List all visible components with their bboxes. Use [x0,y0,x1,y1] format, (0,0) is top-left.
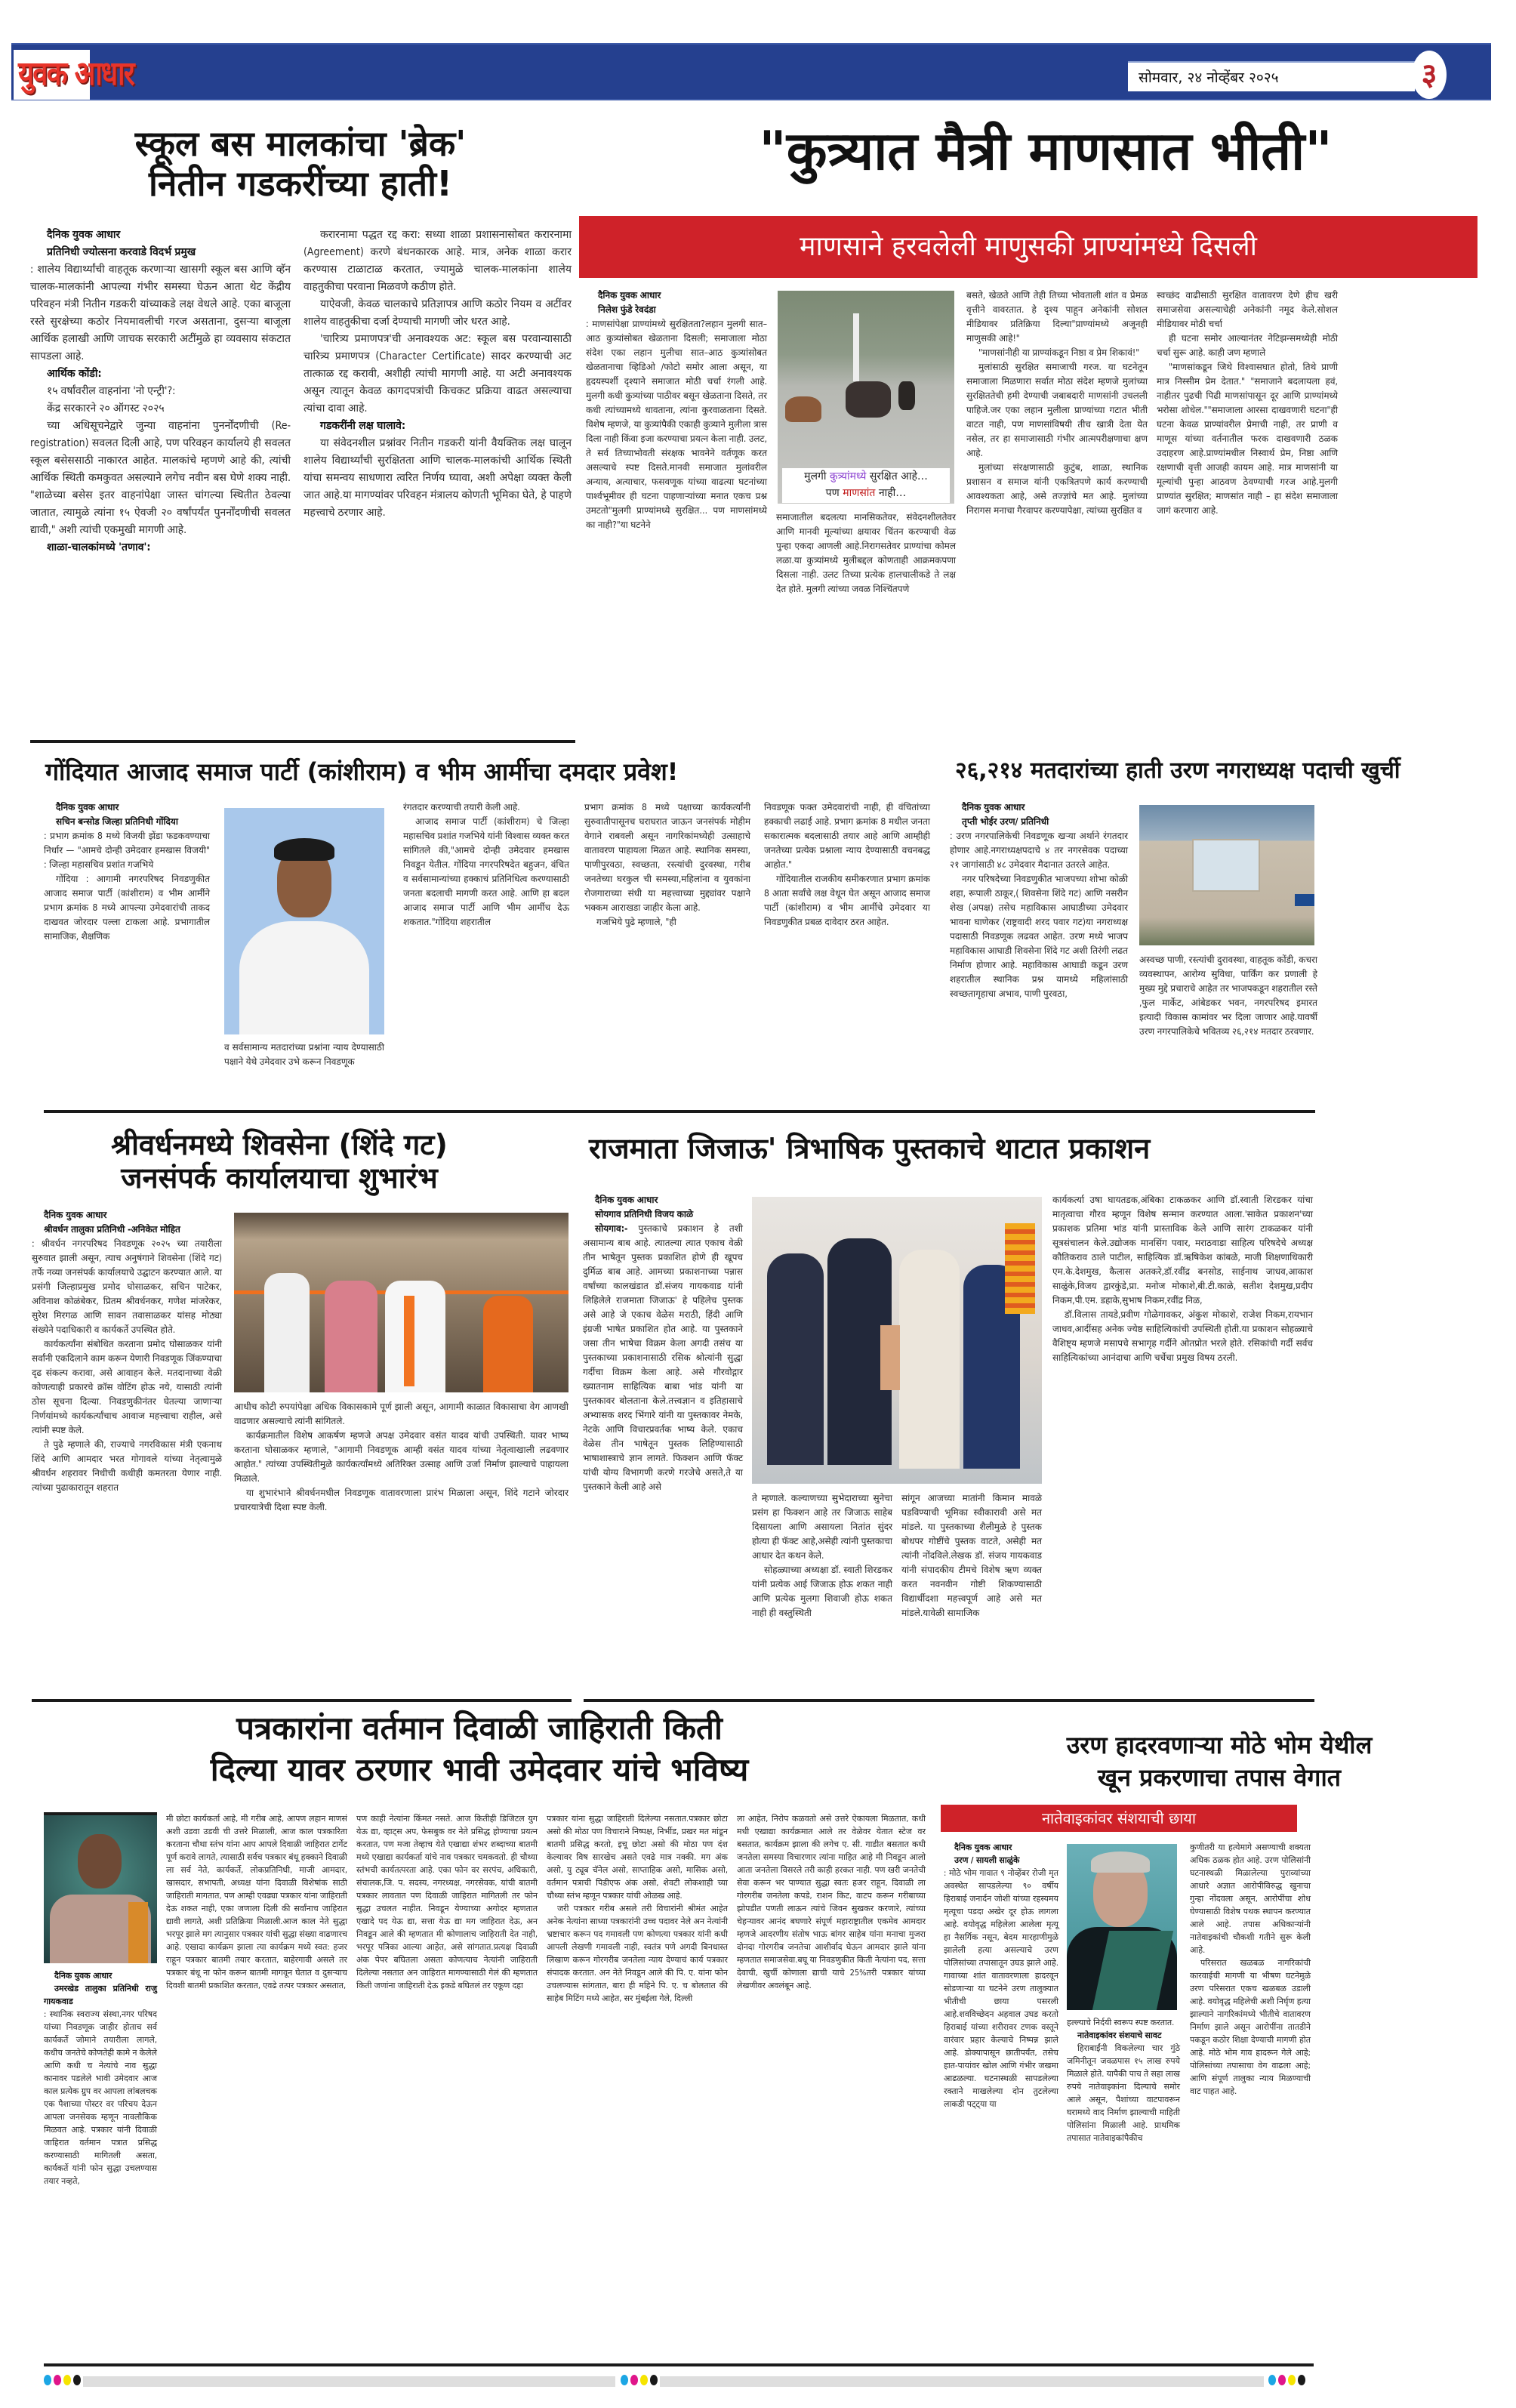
story5-paragraph: कार्यक्रमातील विशेष आकर्षण म्हणजे अपक्ष उमेदवार वसंत यादव यांची उपस्थिती. यावर भाष्य करताना घोसाळकर म्हणाले, "आगामी निवडणूक आम्ही वसंत यादव यांच्या नेतृत्वाखाली लढवणार आहोत." त्यांच्या उपस्थितीमुळे कार्यकर्त्यांमध्ये अतिरिक्त उत्साह आणि उर्जा निर्माण झाल्याचे पाहायला मिळाले. [234,1430,568,1484]
story4-paragraph: : उरण नगरपालिकेची निवडणूक खऱ्या अर्थाने रंगतदार होणार आहे.नगराध्यक्षपदाचे ४ तर नगरसेवक पदाच्या २१ जागांसाठी ४८ उमेदवार मैदानात उतरले आहेत. [950,831,1128,870]
story2-paragraph: बसते, खेळते आणि तेही तिच्या भोवताली शांत व प्रेमळ वृत्तीने वावरतात. हे दृश्य पाहून अनेकांनी सोशल मीडियावर प्रतिक्रिया दिल्या"प्राण्यांमध्ये अजूनही माणुसकी आहे!" [966,290,1148,344]
person-shape [483,1296,533,1392]
story2-headline: "कुत्र्यात मैत्री माणसात भीती" [759,120,1333,182]
registration-marks-right [1268,2375,1305,2385]
section-divider [32,1699,572,1702]
story8-paragraph: कुणीतरी या हत्येमागे असण्याची शक्यता अधिक ठळक होत आहे. उरण पोलिसांनी घटनास्थळी मिळालेल्या पुराव्यांच्या आधारे अज्ञात आरोपीविरुद्ध खुनाचा गुन्हा नोंदवला असून, आरोपींचा शोध घेण्यासाठी विशेष पथक स्थापन करण्यात आले आहे. तपास अधिकाऱ्यांनी नातेवाइकांची चौकशी गतीने सुरू केली आहे. [1190,1842,1311,1955]
section-divider [30,740,575,743]
story4-column-1 [950,800,1128,1001]
story7-paragraph: पण काही नेत्यांना किंमत नसते. आज कितीही डिजिटल युग येऊ द्या, व्हाट्स अप, फेसबुक वर नेते प्रसिद्ध होण्याचा प्रयत्न करतात, पण मजा तेव्हाच येते एखाद्या शंभर शब्दाच्या बातमी मध्ये एखाद्या कार्यकर्ता यांचे नाव पत्रकार चमकवतो. ही चौथ्या स्तंभची कार्यतत्परता आहे. एका फोन वर सरपंच, अधिकारी, संचालक,जि. प. सदस्य, नगरध्यक्ष, नगरसेवक, यांची बातमी पत्रकार लावतात पण दिवाळी जाहिरात मागितली तर फोन सुद्धा उचलत नाहीत. निवडून येण्याच्या अगोदर म्हणतात एखादे पद येऊ द्या, सत्ता येऊ द्या मग जाहिरात देऊ, अन निवडून आले की म्हणतात मी कोणालाच जाहिराती देत नाही, भरपूर पत्रिका आल्या आहेत, असे सांगतात.प्रत्यक्ष दिवाळी अंक पेपर बघितला असता कोणत्याच नेत्यांनी जाहिराती दिलेल्या नसतात अन जाहिरात मागण्यासाठी गेलं की म्हणतात किती जणांना जाहिराती देऊ इकडे बघितलं तर एकूण दहा [356,1814,538,1990]
story1-paragraph: १५ वर्षांवरील वाहनांना 'नो एन्ट्री'?: [47,385,176,397]
story5-column-2 [234,1400,568,1515]
black-dot-icon [73,2375,81,2385]
story3-paragraph: गजभिये पुढे म्हणाले, "ही [596,917,676,927]
story1-paragraph: : शालेय विद्यार्थ्यांची वाहतूक करणाऱ्या खासगी स्कूल बस आणि व्हॅन चालक-मालकांनी आपल्या गंभीर समस्या घेऊन आता थेट केंद्रीय परिवहन मंत्री नितीन गडकरी यांच्याकडे लक्ष वेधले आहे. एका बाजूला रस्ते सुरक्षेच्या कठोर नियमावलीची गरज असताना, दुसऱ्या बाजूला आर्थिक हलाखी आणि जाचक सरकारी अटींमुळे हा व्यवसाय संकटात सापडला आहे. [30,264,291,362]
story3-paragraph: : प्रभाग क्रमांक 8 मध्ये विजयी झेंडा फडकवण्याचा निर्धार — "आमचे दोन्ही उमेदवार हमखास विजयी" : जिल्हा महासचिव प्रशांत गजभिये [44,831,210,870]
caption-text: नाही… [875,487,907,499]
story1-dateline: दैनिक युवक आधार [47,229,121,241]
dog-shape [898,381,915,410]
window-shape [1192,839,1260,892]
story6-dateline: दैनिक युवक आधार [595,1195,658,1205]
story7-paragraph: : स्थानिक स्वराज्य संस्था,नगर परिषद यांच्या निवडणूक जाहीर होताच सर्व कार्यकर्ते जोमाने तयारीला लागले, कधीच जनतेचे कोणतेही कामे न केलेले आणि कधी च नेत्यांचे नाव सुद्धा कानावर पडलेले भावी उमेदवार आज काल प्रत्येक ग्रुप वर आपला लांबलचक एक पैशाच्या पोस्टर वर परिचय देऊन आपला जनसेवक म्हणून नावलौकिक मिळवत आहे. पत्रकार यांनी दिवाळी जाहिरात वर्तमान पत्रात प्रसिद्ध करण्यासाठी मागितली असता, कार्यकर्ते यांनी फोन सुद्धा उचलण्यास तयार नव्हते, [44,2009,157,2186]
section-divider [44,1110,950,1113]
story5-headline-line1: श्रीवर्धनमध्ये शिवसेना (शिंदे गट) [111,1128,448,1161]
story3-dateline: दैनिक युवक आधार [56,802,119,812]
story3-column-1 [44,800,210,944]
story8-subheadline: नातेवाइकांवर संशयाची छाया [941,1805,1297,1832]
cyan-dot-icon [621,2375,628,2385]
story8-byline: उरण / सायली साळुंके [954,1855,1020,1865]
story8-headline-line2: खून प्रकरणाचा तपास वेगात [1098,1763,1341,1793]
story2-paragraph: मुलांसाठी सुरक्षित समाजाची गरज. या घटनेतून समाजाला मिळणारा सर्वात मोठा संदेश म्हणजे मुलांच्या सुरक्षिततेची हमी देण्याची जबाबदारी माणसांनी उचलली पाहिजे.जर एका लहान मुलीला प्राण्यांच्या गटात भीती वाटत नाही, पण माणसांविषयी तीच खात्री देता येत नसेल, तर हा समाजासाठी गंभीर आत्मपरीक्षणाचा क्षण आहे. [966,362,1148,458]
story4-column-2 [1139,953,1317,1039]
story6-paragraph: पुस्तकाचे प्रकाशन हे तशी असामान्य बाब आहे. त्यातल्या त्यात एकाच वेळी तीन भाषेतून पुस्तक प्रकाशित होणे ही खूपच दुर्मिळ बाब आहे. आमच्या प्रकाशनाच्या पन्नास वर्षांच्या कालखंडात डॉ.संजय गायकवाड यांनी लिहिलेले राजमाता जिजाऊ' हे पहिलेच पुस्तक असे आहे जे एकाच वेळेस मराठी, हिंदी आणि इंग्रजी भाषेत प्रकाशित होत आहे. या पुस्तकाने जसा तीन भाषेचा विक्रम केला अगदी तसंच या पुस्तकाच्या प्रकाशनासाठी रसिक श्रोत्यांनी सुद्धा गर्दीचा विक्रम केला आहे. असे गौरवोद्गार ख्यातनाम साहित्यिक बाबा भांड यांनी या पुस्तकावर बोलताना केले.तत्त्वज्ञान व इतिहासाचे अभ्यासक शरद भिंगारे यांनी या पुस्तकावर नेमके, नेटके आणि विचारप्रवर्तक भाष्य केले. एकाच वेळेस तीन भाषेतून पुस्तक लिहिण्यासाठी भाषाशास्त्राचे ज्ञान लागते. फिक्शन आणि फॅक्ट यांची योग्य विभागणी करणे गरजेचे असते,ते या पुस्तकाने केली आहे असे [583,1223,743,1492]
story2-paragraph: समाजातील बदलत्या मानसिकतेवर, संवेदनशीलतेवर आणि मानवी मूल्यांच्या क्षयावर चिंतन करण्याची वेळ पुन्हा एकदा आणली आहे.निरागसतेवर प्राण्यांचा कोमल लळा.या कुत्र्यांमध्ये मुलीबद्दल कोणताही आक्रमकपणा दिसला नाही. उलट तिच्या प्रत्येक हालचालीकडे ते लक्ष देत होते. मुलगी त्यांच्या जवळ निश्चिंतपणे [776,512,956,594]
story1-paragraph: याऐवजी, केवळ चालकाचे प्रतिज्ञापत्र आणि कठोर नियम व अटींवर शालेय वाहतुकीचा दर्जा देण्याची मागणी जोर धरत आहे. [304,298,572,328]
story3-paragraph: प्रभाग क्रमांक 8 मध्ये पक्षाच्या कार्यकर्त्यांनी सुरुवातीपासूनच घराघरात जाऊन जनसंपर्क मोहीम वेगाने राबवली असून नागरिकांमध्येही उत्साहाचे वातावरण पाहायला मिळत आहे. स्थानिक समस्या, पाणीपुरवठा, स्वच्छता, रस्त्यांची दुरवस्था, गरीब जनतेच्या घरकुल ची समस्या,महिलांना व युवकांना रोजगाराच्या संधी या महत्त्वाच्या मुद्द्यांवर पक्षाने भक्कम आराखडा जाहीर केला आहे. [584,802,750,913]
story1-paragraph: 'चारित्र्य प्रमाणपत्र'ची अनावश्यक अट: स्कूल बस परवान्यासाठी चारित्र्य प्रमाणपत्र (Character Certificate) सादर करण्याची अट तात्काळ रद्द करावी, अशीही त्यांची मागणी आहे. या अटी अनावश्यक असून त्यातून केवळ कागदपत्रांची किचकट प्रक्रिया वाढत असल्याचा त्यांचा दावा आहे. [304,333,572,415]
story6-paragraph: कार्यकर्त्या उषा घायतडक,अंबिका टाकळकर आणि डॉ.स्वाती शिरडकर यांचा मातृत्वाचा गौरव म्हणून विशेष सन्मान करण्यात आला.'साकेत प्रकाशन'च्या प्रकाशक प्रतिमा भांड यांनी प्रास्ताविक केले आणि सारंग टाकळकर यांनी सूत्रसंचालन केले.उद्योजक मानसिंग पवार, मराठवाडा साहित्य परिषदेचे अध्यक्ष कौतिकराव ठाले पाटील, साहित्यिक डॉ.ऋषिकेश कांबळे, माजी शिक्षणाधिकारी एम.के.देशमुख, कैलास अतकरे,डॉ.रवींद्र बनसोड, साईनाथ जाधव,आकाश साळुंके,विजय द्वारकुंडे,प्रा. मनोज मोकाशे,बी.टी.काळे, सतीश देशमुख,प्रदीप निकम,पी.एम. डहाके,सुभाष निकम,रवींद्र निळ, [1052,1195,1313,1306]
story3-paragraph: निवडणूक फक्त उमेदवारांची नाही, ही वंचितांच्या हक्काची लढाई आहे. प्रभाग क्रमांक 8 मधील जनता सकारात्मक बदलासाठी तयार आहे आणि आम्हीही जनतेच्या प्रत्येक प्रश्नाला न्याय देण्यासाठी वचनबद्ध आहोत." [764,802,930,870]
story5-paragraph: ते पुढे म्हणाले की, राज्याचे नगरविकास मंत्री एकनाथ शिंदे आणि आमदार भरत गोगावले यांच्या नेतृत्वामुळे श्रीवर्धन शहरावर निधीची कधीही कमतरता येणार नाही. त्यांच्या पुढाकारातून शहरात [32,1439,222,1493]
stole-shape [128,1902,148,1963]
story7-paragraph: जरी पत्रकार गरीब असले तरी विचारांनी श्रीमंत आहेत अनेक नेत्यांना साध्या पत्रकारांनी उच्च पदावर नेले अन नेत्यांनी भ्रष्टाचार करून पद गमावली पण कोणत्या पत्रकार यांनी कधी आपली लेखणी गमावली नाही, स्वतंत्र पणे अगदी बिनधास्त लिखाण करून गोरगरीब जनतेला न्याय देण्याचं कार्य पत्रकार संपादक करतात. अन नेते निवडून आले की पि. ए. यांना फोन उचलण्यास सांगतात, बारा ही महिने पि. ए. च बोलतात की साहेब मिटिंग मध्ये आहेत, सर मुंबईला गेले, दिल्ली [547,1904,728,2003]
story8-subhead: नातेवाइकांवर संशयाचे सावट [1077,2030,1162,2040]
story1-paragraph: करारनामा पद्धत रद्द करा: सध्या शाळा प्रशासनासोबत करारनामा (Agreement) करणे बंधनकारक आहे. मात्र, अनेक शाळा करार करण्यास टाळाटाळ करतात, ज्यामुळे चालक-मालकांना शालेय वाहतुकीचा परवाना मिळवणे कठीण होते. [304,229,572,293]
yellow-dot-icon [640,2375,648,2385]
story5-headline-line2: जनसंपर्क कार्यालयाचा शुभारंभ [121,1161,438,1195]
story4-headline: २६,२१४ मतदारांच्या हाती उरण नगराध्यक्ष पदाची खुर्ची [955,757,1400,784]
story1-subhead: शाळा-चालकांमध्ये 'तणाव': [47,541,151,553]
yellow-dot-icon [1288,2375,1296,2385]
section-divider [44,2363,938,2366]
story8-paragraph: हिराबाईंनी विकलेल्या चार गुंठे जमिनीतून जवळपास १५ लाख रुपये मिळाले होते. यापैकी पाच ते सहा लाख रुपये नातेवाइकांना दिल्याचे समोर आले असून, पैशांच्या वाटपावरून घरामध्ये वाद निर्माण झाल्याची माहिती पोलिसांना मिळाली आहे. प्राथमिक तपासात नातेवाइकांपैकीच [1067,2043,1180,2143]
story3-paragraph: रंगतदार करण्याची तयारी केली आहे. [403,802,520,812]
story6-column-4 [1052,1193,1313,1365]
story7-headline-line1: पत्रकारांना वर्तमान दिवाळी जाहिराती किती [236,1710,723,1747]
story7-headline-line2: दिल्या यावर ठरणार भावी उमेदवार यांचे भविष्य [210,1750,749,1788]
section-divider [950,1110,1315,1113]
candidate-portrait-photo [224,808,384,1034]
person-shape [325,1281,377,1392]
story7-column-1 [44,1969,157,2188]
cyan-dot-icon [44,2375,51,2385]
story5-paragraph: : श्रीवर्धन नगरपरिषद निवडणूक २०२५ च्या तयारीला सुरुवात झाली असून, त्याच अनुषंगाने शिवसेना (शिंदे गट) तर्फे नव्या जनसंपर्क कार्यालयाचे उद्घाटन करण्यात आले. या प्रसंगी जिल्हाप्रमुख प्रमोद घोसाळकर, सचिन पाटेकर, अविनाश कोळंबेकर, प्रितम श्रीवर्धनकर, गणेश मांजरेकर, सुरेश मिरगळ आणि सावन तवासाळकर यांसह मोठ्या संख्येने पदाधिकारी व कार्यकर्ते उपस्थित होते. [32,1238,222,1335]
bank-sign-shape [1295,894,1314,906]
story7-headline [38,1708,921,1790]
scarf-shape [404,1296,414,1386]
yellow-dot-icon [63,2375,71,2385]
story8-dateline: दैनिक युवक आधार [954,1842,1012,1852]
story4-dateline: दैनिक युवक आधार [962,802,1025,812]
story2-column-4 [1157,288,1338,518]
story2-column-3 [966,288,1148,518]
story7-column-3 [356,1812,538,1992]
story4-paragraph: नगर परिषदेच्या निवडणुकीत भाजपच्या शोभा कोळी शहा, रूपाली ठाकूर,( शिवसेना शिंदे गट) आणि नसरीन शेख (अपक्ष) तसेच महाविकास आघाडीच्या उमेदवार भावना घाणेकर (राष्ट्रवादी शरद पवार गट)या नगराध्यक्ष पदासाठी निवडणूक लढवत आहेत. उरण मध्ये भाजप महाविकास आघाडी शिवसेना शिंदे गट अशी तिरंगी लढत निर्माण होणार आहे. महाविकास आघाडी कडून उरण शहरातील स्थानिक प्रश्न यामध्ये महिलांसाठी स्वच्छतागृहाचा अभाव, पाणी पुरवठा, [950,874,1129,999]
section-divider [936,2363,1314,2366]
magenta-dot-icon [54,2375,61,2385]
book-launch-photo [752,1197,1042,1484]
story2-paragraph: : माणसांपेक्षा प्राण्यांमध्ये सुरक्षितता?लहान मुलगी सात–आठ कुत्र्यांसोबत खेळताना दिसली; समाजाला मोठा संदेश एका लहान मुलीचा सात–आठ कुत्र्यांसोबत खेळतानाचा व्हिडिओ /फोटो समोर आला असून, या हृदयस्पर्शी दृश्याने समाजात मोठी चर्चा रंगली आहे. मुलगी कधी कुत्र्यांच्या पाठीवर बसून खेळताना दिसते, तर कधी त्यांच्यामध्ये धावताना, त्यांना कुरवाळताना दिसते. विशेष म्हणजे, या कुत्र्यांपैकी एकाही कुत्र्याने मुलीला त्रास दिला नाही किंवा इजा करण्याचा प्रयत्न केला नाही. उलट, ते सर्व तिच्याभोवती संरक्षक भावनेने वर्तणूक करत असल्याचे स्पष्ट दिसते.मानवी समाजात मुलांवरील अन्याय, अत्याचार, फसवणूक यांच्या वाढत्या घटनांच्या पार्श्वभूमीवर ही घटना पाहणाऱ्यांच्या मनात एकच प्रश्न उमटतो"मुलगी प्राण्यांमध्ये सुरक्षित… पण माणसांमध्ये का नाही?"या घटनेने [586,319,767,530]
story2-dateline: दैनिक युवक आधार [598,290,661,301]
page-number: ३ [1412,51,1447,99]
date-box [1128,61,1415,91]
story7-paragraph: मी छोटा कार्यकर्ता आहे, मी गरीब आहे, आपण लहान माणसं अशी उडवा उडवी ची उत्तरे मिळाली, आज काल पत्रकारिता करताना चौथा स्तंभ यांना आप आपले दिवाळी जाहिरात टार्गेट पूर्ण करावे लागते, त्यासाठी सर्वच पत्रकार बंधू हक्काने दिवाळी ला सर्व नेते, कार्यकर्ते, लोकप्रतिनिधी, माजी आमदार, खासदार, सभापती, अध्यक्ष यांना दिवाळी विशेषांक साठी जाहिराती मागतात, पण आम्ही एवढ्या पत्रकार यांना जाहिराती देऊ शकत नाही, एका जणाला दिली की सर्वांनाच जाहिरात द्यावी लागते, अशी प्रतिक्रिया मिळाली.आज काल नेते सुद्धा भरपूर झाले मग त्यानुसार पत्रकार यांची सुद्धा संख्या वाढणारच आहे. एखादा कार्यक्रम झाला त्या कार्यक्रम मध्ये स्वत: हजर राहून पत्रकार बातमी तयार करतात, बाहेरगावी असले तर पत्रकार बंधू ना फोन करून बातमी मागवून घेतात व दुसऱ्याच दिवशी बातमी प्रकाशित करतात, एवढे तत्पर पत्रकार असतात, [166,1814,347,1990]
story3-column-5 [764,800,930,930]
story5-byline: श्रीवर्धन तालुका प्रतिनिधी -अनिकेत मोहित [44,1224,180,1235]
story5-paragraph: या शुभारंभाने श्रीवर्धनमधील निवडणूक वातावरणाला प्रारंभ मिळाला असून, शिंदे गटाने जोरदार प्रचारयात्रेची दिशा स्पष्ट केली. [234,1488,568,1512]
reporter-portrait-photo [44,1812,157,1963]
cyan-dot-icon [1268,2375,1276,2385]
story8-column-3 [1190,1841,1311,2098]
story8-paragraph: हल्ल्याचे निर्दयी स्वरूप स्पष्ट करतात. [1067,2018,1175,2027]
story5-paragraph: कार्यकर्त्यांना संबोधित करताना प्रमोद घोसाळकर यांनी सर्वांनी एकदिलाने काम करून येणारी निवडणूक जिंकण्याचा दृढ संकल्प करावा, असे आवाहन केले. मतदानाच्या वेळी कोणत्याही प्रकारचे क्रॉस वोटिंग होऊ नये, यासाठी त्यांनी ठोस सूचना दिल्या. निवडणुकीनंतर घेतल्या जाणाऱ्या निर्णयांमध्ये कार्यकर्त्यांचाच आवाज महत्त्वाचा राहील, असे त्यांनी स्पष्ट केले. [32,1339,222,1435]
story6-headline: राजमाता जिजाऊ' त्रिभाषिक पुस्तकाचे थाटात प्रकाशन [589,1132,1151,1165]
person-shape [767,1253,824,1465]
story1-paragraph: केंद्र सरकारने २० ऑगस्ट २०२५ [47,402,165,415]
caption-text: मुलगी [804,470,830,483]
person-shape [899,1250,960,1469]
story3-column-2 [224,1041,384,1069]
face-shape [78,1834,122,1888]
registration-marks-center [621,2375,658,2385]
story8-paragraph: : मोठे भोम गावात ९ नोव्हेंबर रोजी मृत अवस्थेत सापडलेल्या ९० वर्षीय हिराबाई जनार्दन जोशी यांच्या रहस्यमय मृत्यूचा पडदा अखेर दूर होऊ लागला आहे. वयोवृद्ध महिलेला आलेला मृत्यू हा नैसर्गिक नसून, बेदम मारहाणीमुळे झालेली हत्या असल्याचे उरण पोलिसांच्या तपासातून उघड झाले आहे. गावाच्या शांत वातावरणाला हादरवून सोडणाऱ्या या घटनेने उरण तालुक्यात भीतीची छाया पसरली आहे.शवविच्छेदन अहवाल उघड करतो हिराबाई यांच्या शरीरावर टणक वस्तूने वारंवार प्रहार केल्याचे निष्पन्न झाले आहे. डोक्यापासून छातीपर्यंत, तसेच हात-पायांवर खोल आणि गंभीर जखमा आढळल्या. घटनास्थळी सापडलेल्या रक्ताने माखलेल्या दोन तुटलेल्या लाकडी पट्ट्या या [944,1868,1058,2109]
story3-column-3 [403,800,569,930]
story5-paragraph: आधीच कोटी रुपयांपेक्षा अधिक विकासकामे पूर्ण झाली असून, आगामी काळात विकासाचा वेग आणखी वाढणार असल्याचे त्यांनी सांगितले. [234,1401,568,1426]
story7-column-4 [547,1812,728,2005]
footer-bar [83,2376,615,2387]
masthead [11,43,1491,100]
story1-column-1 [30,227,291,557]
story2-paragraph: स्वच्छंद वाढीसाठी सुरक्षित वातावरण देणे हीच खरी समाजसेवा असल्याचेही अनेकांनी नमूद केले.सोशल मीडियावर मोठी चर्चा [1157,290,1338,329]
story8-headline-line1: उरण हादरवणाऱ्या मोठे भोम येथील [1066,1731,1373,1759]
municipal-building-photo [1139,805,1314,945]
caption-text: पण [825,487,843,499]
story1-paragraph: या संवेदनशील प्रश्नांवर नितीन गडकरी यांनी वैयक्तिक लक्ष घालून शालेय विद्यार्थ्यांची सुरक्षितता आणि चालक-मालकांची आर्थिक स्थिती यांचा समन्वय साधणारा त्वरित निर्णय घ्यावा, अशी अपेक्षा व्यक्त केली जात आहे.या मागण्यांवर परिवहन मंत्रालय कोणती भूमिका घेते, हे पाहणे महत्त्वाचे ठरणार आहे. [304,437,572,519]
story7-dateline: दैनिक युवक आधार [54,1971,112,1981]
story1-headline-line2: नितीन गडकरींच्या हाती! [149,162,452,204]
story3-headline: गोंदियात आजाद समाज पार्टी (कांशीराम) व भीम आर्मीचा दमदार प्रवेश! [45,757,679,786]
story4-paragraph: अस्वच्छ पाणी, रस्त्यांची दुरावस्था, वाहतूक कोंडी, कचरा व्यवस्थापन, आरोग्य सुविधा, पार्किंग कर प्रणाली हे मुख्य मुद्दे प्रचाराचे आहेत तर भाजपकडून शहरातील रस्ते ,फुल मार्केट, आंबेडकर भवन, नगरपरिषद इमारत इत्यादी विकास कामांवर भर दिला जाणार आहे.यावर्षी उरण नगरपालिकेचे भवितव्य २६,२१४ मतदार ठरवणार. [1139,954,1317,1037]
story1-headline [51,124,550,204]
story2-paragraph: मुलांच्या संरक्षणासाठी कुटुंब, शाळा, स्थानिक प्रशासन व समाज यांनी एकत्रितपणे कार्य करण्याची आवश्यकता आहे, असे तज्ज्ञांचे मत आहे. मुलांच्या निरागस मनाचा गैरवापर करण्यापेक्षा, त्यांच्या सुरक्षित व [966,462,1148,516]
marigold-garland-shape [1005,1223,1035,1314]
caption-highlight: माणसांत [843,487,876,499]
story2-column-1 [586,288,767,532]
caption-text: सुरक्षित आहे… [866,470,928,483]
story8-column-2 [1067,2016,1180,2144]
story7-paragraph: ला आहेत, निरोप कळवतो असे उत्तरे ऐकायला मिळतात, कधी मधी एखाद्या कार्यक्रमात आले तर वेळेवर येतात स्टेज वर बसतात, कार्यक्रम झाला की लगेच ए. सी. गाडीत बसतात कधी जनतेला समस्या विचारणार त्यांना माहित आहे मी निवडून आलो आता जनतेला विसरले तरी काही हरकत नाही. पण खरी जनतेची सेवा करून भर पाण्यात सुद्धा स्वतः हजर राहून, दिवाळी ला गोरगरीब जनतेला कपडे, राशन किट, वाटप करून गरीबाच्या झोपडीत पणती लाऊन त्यांचे जिवन सुखकर करणारे, त्यांच्या चेहऱ्यावर आनंद बघणारे संपूर्ण महाराष्ट्रातील एकमेव आमदार म्हणजे आदरणीय संतोष भाऊ बांगर साहेब यांना मनाचा मुजरा दोनदा गोरगरीब जनतेचा आशीर्वाद घेऊन आमदार झाले यांना म्हणतात समाजसेवा.बघू या निवडणुकीत किती नेत्यांना पद, सत्ता देवाची, खुर्ची कोणाला द्याची याचे 25%तरी पत्रकार यांच्या लेखणीवर अवलंबून आहे. [737,1814,926,1990]
story6-byline: सोयगाव प्रतिनिधी विजय काळे [595,1209,694,1219]
pole-shape [853,313,859,381]
story2-column-2 [776,510,956,597]
story4-byline: तृप्ती भोईर उरण/ प्रतिनिधी [962,816,1049,827]
story6-column-2 [752,1491,892,1620]
story2-paragraph: "माणसांनीही या प्राण्यांकडून निष्ठा व प्रेम शिकावं!" [978,347,1140,358]
magenta-dot-icon [630,2375,638,2385]
story1-column-2 [304,227,572,522]
story6-column-1 [583,1193,743,1494]
hair-shape [1091,1851,1150,1873]
story2-subheadline: माणसाने हरवलेली माणुसकी प्राण्यांमध्ये दिसली [579,216,1477,278]
story3-paragraph: आजाद समाज पार्टी (कांशीराम) चे जिल्हा महासचिव प्रशांत गजभिये यांनी विश्वास व्यक्त करत सांगितले की,"आमचे दोन्ही उमेदवार हमखास निवडून येतील. गोंदिया नगरपरिषदेत बहुजन, वंचित व सर्वसामान्यांच्या हक्काचं प्रतिनिधित्व करण्यासाठी जनता बदलाची मागणी करत आहे. आणि हा बदल आजाद समाज पार्टी आणि भीम आर्मीच देऊ शकतात."गोंदिया शहरातील [403,816,569,927]
story3-paragraph: गोंदियातील राजकीय समीकरणात प्रभाग क्रमांक 8 आता सर्वांचे लक्ष वेधून घेत असून आजाद समाज पार्टी (कांशीराम) व भीम आर्मीचे उमेदवार या निवडणुकीत प्रबळ दावेदार ठरत आहेत. [764,874,930,927]
person-shape [264,1273,310,1392]
magenta-dot-icon [1278,2375,1286,2385]
story6-paragraph: सांगून आजच्या मातांनी किमान मावळे घडविण्याची भूमिका स्वीकारावी असे मत मांडले. या पुस्तकाच्या शैलीमुळे हे पुस्तक बोधपर गोष्टींचे पुस्तक वाटते, असेही मत त्यांनी नोंदविले.लेखक डॉ. संजय गायकवाड यांनी संपादकीय टीमचे विशेष ऋण व्यक्त करत नवनवीन गोष्टी शिकण्यासाठी विद्यार्थीदशा महत्त्वपूर्ण आहे असे मत मांडले.यावेळी सामाजिक [901,1493,1042,1618]
story8-column-1 [944,1841,1058,2110]
caption-highlight: कुत्र्यांमध्ये [829,470,867,483]
dog-shape [785,396,821,422]
section-divider [584,1699,1314,1702]
black-dot-icon [1298,2375,1305,2385]
newspaper-logo: युवक आधार [18,54,134,93]
issue-date: सोमवार, २४ नोव्हेंबर २०२५ [1139,69,1279,86]
story3-byline: सचिन बन्सोड जिल्हा प्रतिनिधी गोंदिया [56,816,178,827]
story2-paragraph: "माणसांकडून जिथे विश्वासघात होतो, तिथे प्राणी मात्र निस्सीम प्रेम देतात." "समाजाने बदलायला हवं, नाहीतर पुढची पिढी माणसांपासून दूर आणि प्राण्यांमध्ये भरोसा शोधेल.""समाजाला आरसा दाखवणारी घटना"ही घटना केवळ प्राण्यांवरील प्रेमाची नाही, तर प्राणी व माणूस यांच्या वर्तनातील फरक दाखवणारी ठळक उदाहरण आहे.प्राण्यांमधील निस्वार्थ प्रेम, निष्ठा आणि रक्षणाची वृत्ती आजही कायम आहे. मात्र माणसांनी या मूल्यांची पुन्हा आठवण ठेवण्याची गरज आहे.मुलगी प्राण्यांत सुरक्षित; माणसांत नाही – हा संदेश समाजाला जागं करणारा आहे. [1157,362,1338,516]
story2-byline: निलेश फुंडे रेवदंडा [598,304,656,315]
office-inauguration-photo [234,1213,568,1392]
story3-column-4 [584,800,750,930]
story6-paragraph: सोहळ्याच्या अध्यक्षा डॉ. स्वाती शिरडकर यांनी प्रत्येक आई जिजाऊ होऊ शकत नाही आणि प्रत्येक मुलगा शिवाजी होऊ शकत नाही ही वस्तुस्थिती [752,1565,892,1618]
story3-paragraph: व सर्वसामान्य मतदारांच्या प्रश्नांना न्याय देण्यासाठी पक्षाने येथे उमेदवार उभे करून निवडणूक [224,1042,384,1067]
dog-shape [846,381,891,418]
story1-byline: प्रतिनिधी ज्योत्सना करवाडे विदर्भ प्रमुख [47,246,196,258]
story6-column-3 [901,1491,1042,1620]
story7-byline: उमरखेड तालुका प्रतिनिधी राजु गायकवाड [44,1984,157,2006]
story1-subhead: गडकरींनी लक्ष घालावे: [320,420,406,432]
story5-column-1 [32,1208,222,1495]
story8-headline [944,1729,1495,1794]
story1-paragraph: च्या अधिसूचनेद्वारे जुन्या वाहनांना पुनर्नोंदणीची (Re-registration) सवलत दिली आहे, पण परिवहन कार्यालये ही सवलत स्कूल बसेससाठी नाकारत आहेत. मालकांचे म्हणणे आहे की, त्यांची आर्थिक स्थिती कमकुवत असल्याने लगेच नवीन बस घेणे शक्य नाही. "शाळेच्या बसेस इतर वाहनांपेक्षा जास्त चांगल्या स्थितीत ठेवल्या जातात, त्यामुळे त्यांना १५ ऐवजी २० वर्षांपर्यंत पुनर्नोंदणीची सवलत द्यावी," अशी त्यांची एकमुखी मागणी आहे. [30,420,291,536]
story5-headline [53,1129,506,1195]
logo-box [14,50,134,100]
shirt-shape [239,921,369,1034]
registration-marks-left [44,2375,81,2385]
story7-column-2 [166,1812,347,1992]
story5-dateline: दैनिक युवक आधार [44,1210,107,1220]
story6-paragraph: डॉ.विलास तायडे,प्रवीण गोळेगावकर, अंकुश मोकाशे, राजेश निकम,रायभान जाधव,आदींसह अनेक ज्येष्ठ साहित्यिकांची उपस्थिती होती.या प्रकाशन सोहळ्याचे वैशिष्ट्य म्हणजे मसापचे सभागृह गर्दीने ओतप्रोत भरले होते. रसिकांची गर्दी सर्वच साहित्यिकांच्या आनंदाचा आणि चर्चेचा प्रमुख विषय ठरली. [1052,1309,1313,1363]
story6-lead: सोयगाव:- [595,1223,628,1234]
story7-column-5 [737,1812,926,1992]
story3-paragraph: गोंदिया : आगामी नगरपरिषद निवडणुकीत आजाद समाज पार्टी (कांशीराम) व भीम आर्मीने प्रभाग क्रमांक 8 मध्ये आपल्या उमेदवारांची ताकद दाखवत जोरदार पल्ला टाकला आहे. प्रभागातील सामाजिक, शैक्षणिक [44,874,210,942]
story7-paragraph: पत्रकार यांना सुद्धा जाहिराती दिलेल्या नसतात.पत्रकार छोटा असो की मोठा पण विचाराने निष्पक्ष, निर्भीड, प्रखर मत मांडून बातमी प्रसिद्ध करतो, इचू छोटा असो की मोठा पण दंश केल्यावर विष सारखेच असते एवढे मात्र नक्की. मग अंक असो, यु ट्यूब चॅनेल असो, साप्ताहिक असो, मासिक असो, वर्तमान पत्राची पिडीएफ अंक असो, शेवटी लोकशाही च्या चौथ्या स्तंभ म्हणून पत्रकार यांची ओळख आहे. [547,1814,728,1901]
person-shape [385,1281,445,1392]
hair-shape [274,838,334,861]
footer-bar [660,2376,1264,2387]
story1-headline-line1: स्कूल बस मालकांचा 'ब्रेक' [134,123,467,164]
book-shape [880,1325,900,1390]
photo-caption [782,468,950,503]
story1-subhead: आर्थिक कोंडी: [47,368,102,380]
victim-portrait-photo [1067,1844,1177,2010]
black-dot-icon [650,2375,658,2385]
story8-paragraph: परिसरात खळबळ नागरिकांची कारवाईची मागणी या भीषण घटनेमुळे उरण परिसरात एकच खळबळ उडाली आहे. वयोवृद्ध महिलेची अशी निर्घृण हत्या झाल्याने नागरिकांमध्ये भीतीचे वातावरण निर्माण झाले असून आरोपींना तातडीने पकडून कठोर शिक्षा देण्याची मागणी होत आहे. मोठे भोम गाव हादरून गेले आहे; पोलिसांच्या तपासाचा वेग वाढला आहे; आणि संपूर्ण तालुका न्याय मिळण्याची वाट पाहत आहे. [1190,1958,1311,2096]
story2-paragraph: ही घटना समोर आल्यानंतर नेटिझन्समध्येही मोठी चर्चा सुरू आहे. काही जण म्हणाले [1157,333,1338,358]
story6-paragraph: ते म्हणाले. कल्याणच्या सुभेदाराच्या सुनेचा प्रसंग हा फिक्शन आहे तर जिजाऊ साहेब दिसायला आणि असायला नितांत सुंदर होत्या ही फॅक्ट आहे,असेही त्यांनी पुस्तकाचा आधार देत कथन केले. [752,1493,892,1561]
